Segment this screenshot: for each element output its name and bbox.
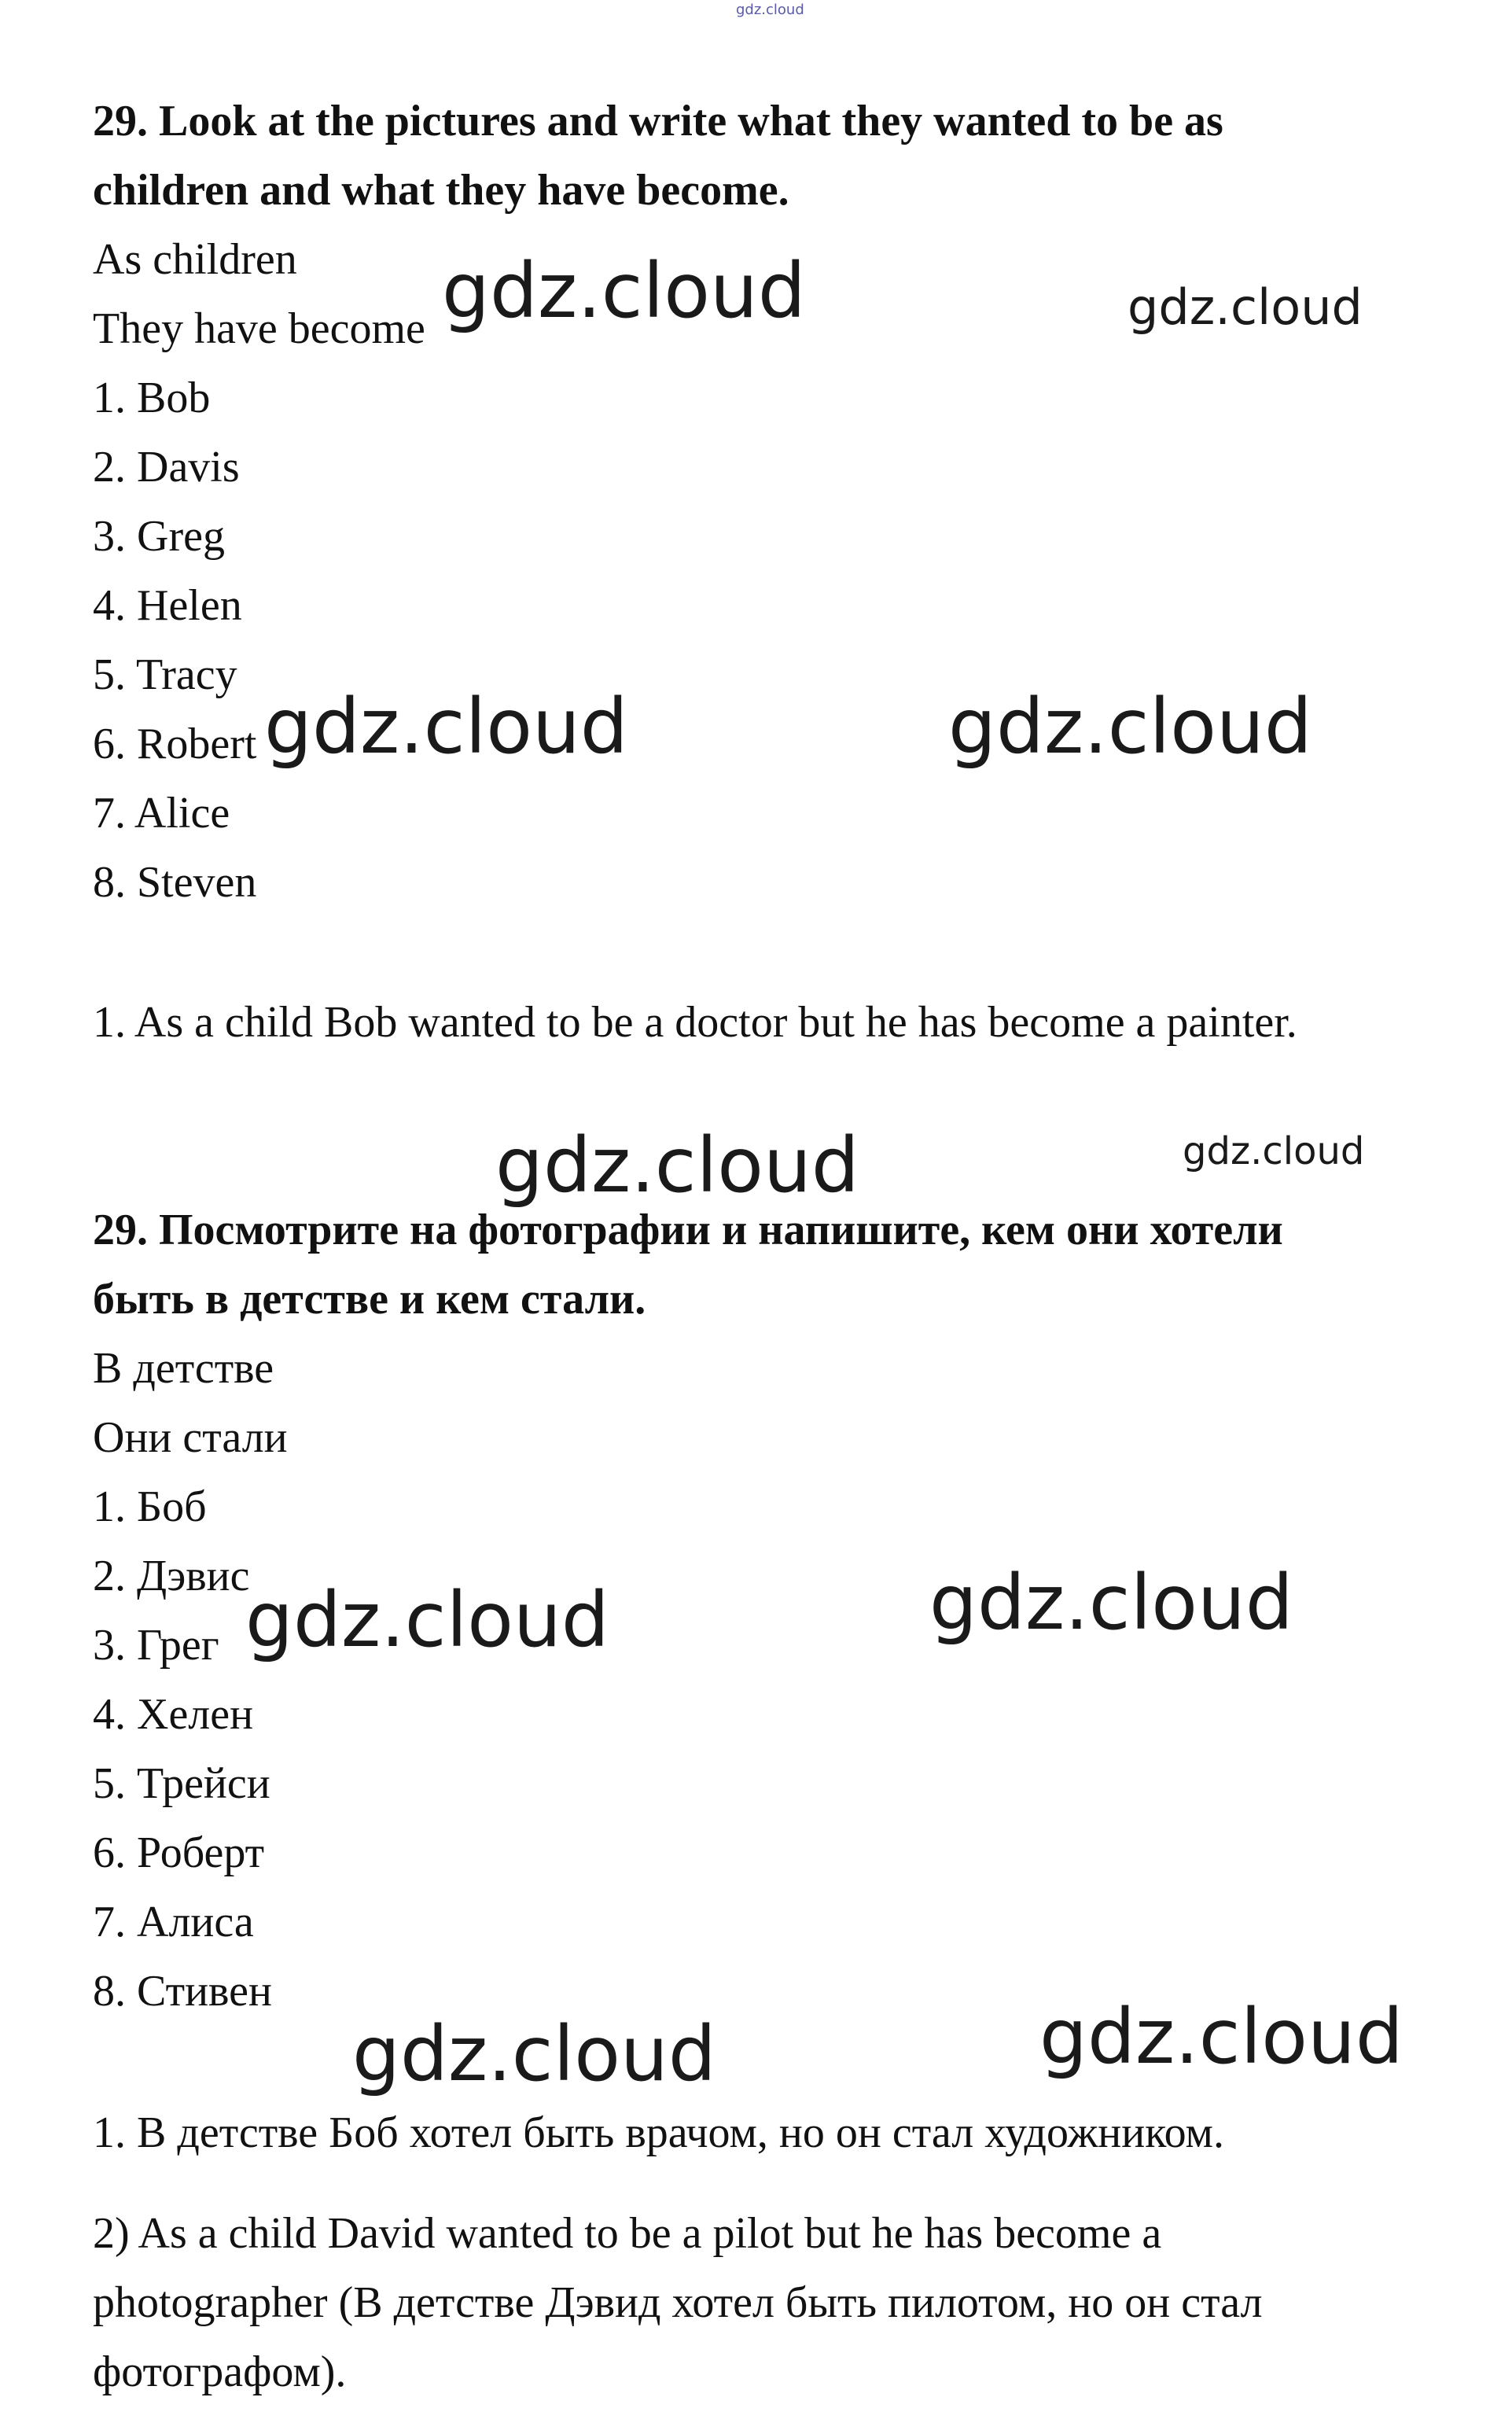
list-item: 3. Грег bbox=[93, 1621, 219, 1670]
watermark: gdz.cloud bbox=[352, 2010, 716, 2098]
list-item: 7. Алиса bbox=[93, 1898, 254, 1946]
list-item: 1. Боб bbox=[93, 1482, 207, 1531]
watermark: gdz.cloud bbox=[1183, 1129, 1365, 1173]
list-item: 3. Greg bbox=[93, 512, 225, 561]
list-item: 4. Хелен bbox=[93, 1690, 254, 1739]
list-item: 6. Роберт bbox=[93, 1828, 265, 1877]
watermark: gdz.cloud bbox=[1039, 1993, 1403, 2081]
watermark: gdz.cloud bbox=[929, 1559, 1293, 1647]
answer-2-line1: 2) As a child David wanted to be a pilot but he has become a bbox=[93, 2209, 1162, 2258]
watermark: gdz.cloud bbox=[948, 683, 1312, 771]
list-item: 5. Трейси bbox=[93, 1759, 270, 1808]
exercise-title-ru-line2: быть в детстве и кем стали. bbox=[93, 1275, 646, 1324]
list-item: 2. Дэвис bbox=[93, 1552, 250, 1600]
watermark: gdz.cloud bbox=[442, 247, 806, 335]
list-item: 8. Стивен bbox=[93, 1967, 272, 2016]
list-item: 5. Tracy bbox=[93, 650, 237, 699]
answer-1-en: 1. As a child Bob wanted to be a doctor but he has become a painter. bbox=[93, 998, 1297, 1047]
exercise-title-ru-line1: 29. Посмотрите на фотографии и напишите, кем они хотели bbox=[93, 1206, 1283, 1254]
list-item: 8. Steven bbox=[93, 858, 257, 907]
list-item: 6. Robert bbox=[93, 720, 257, 768]
exercise-title-en-line2: children and what they have become. bbox=[93, 166, 789, 215]
as-children-label-en: As children bbox=[93, 235, 297, 284]
watermark: gdz.cloud bbox=[245, 1576, 609, 1664]
they-have-become-label-en: They have become bbox=[93, 304, 425, 353]
answer-2-line3: фотографом). bbox=[93, 2347, 347, 2396]
watermark: gdz.cloud bbox=[1128, 278, 1363, 336]
top-watermark: gdz.cloud bbox=[736, 2, 804, 18]
they-have-become-label-ru: Они стали bbox=[93, 1413, 288, 1462]
list-item: 1. Bob bbox=[93, 374, 211, 422]
watermark: gdz.cloud bbox=[495, 1121, 859, 1210]
list-item: 2. Davis bbox=[93, 443, 240, 492]
answer-1-ru: 1. В детстве Боб хотел быть врачом, но он стал художником. bbox=[93, 2108, 1224, 2157]
exercise-title-en-line1: 29. Look at the pictures and write what they wanted to be as bbox=[93, 97, 1223, 145]
watermark: gdz.cloud bbox=[264, 683, 628, 771]
answer-2-line2: photographer (В детстве Дэвид хотел быть пилотом, но он стал bbox=[93, 2278, 1263, 2327]
as-children-label-ru: В детстве bbox=[93, 1344, 274, 1393]
list-item: 4. Helen bbox=[93, 581, 242, 630]
list-item: 7. Alice bbox=[93, 789, 230, 838]
